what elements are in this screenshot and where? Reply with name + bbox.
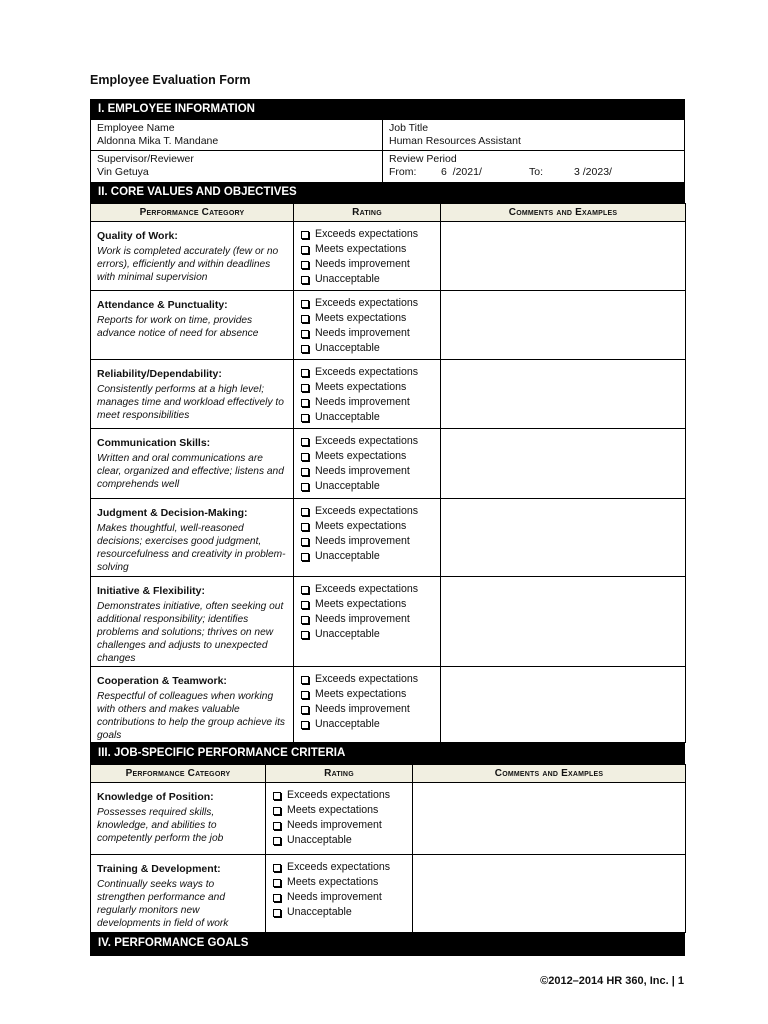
comments-header: Comments and Examples — [413, 765, 686, 783]
comments-cell[interactable] — [441, 360, 686, 429]
rating-option[interactable] — [301, 702, 440, 717]
checkbox-icon[interactable] — [301, 300, 309, 308]
rating-option-label: Exceeds expectations — [315, 228, 419, 240]
performance-category-cell — [91, 783, 266, 855]
checkbox-icon[interactable] — [301, 315, 309, 323]
evaluation-row — [91, 499, 686, 577]
rating-cell — [294, 577, 441, 667]
performance-category-cell — [91, 499, 294, 577]
rating-option-label: Meets expectations — [315, 312, 407, 324]
performance-category-cell — [91, 291, 294, 360]
section-job-specific-header: III. JOB-SPECIFIC PERFORMANCE CRITERIA — [90, 743, 685, 764]
rating-cell — [294, 499, 441, 577]
evaluation-row — [91, 429, 686, 499]
performance-category-header: Performance Category — [91, 204, 294, 222]
checkbox-icon[interactable] — [301, 691, 309, 699]
rating-option[interactable] — [273, 788, 412, 803]
evaluation-row — [91, 222, 686, 291]
checkbox-icon[interactable] — [301, 453, 309, 461]
rating-option-label: Meets expectations — [315, 450, 407, 462]
supervisor-cell[interactable] — [91, 151, 383, 182]
rating-option-label: Needs improvement — [315, 703, 410, 715]
section-performance-goals-header: IV. PERFORMANCE GOALS — [90, 933, 685, 954]
rating-option-label: Meets expectations — [315, 520, 407, 532]
category-title: Cooperation & Teamwork: — [97, 675, 227, 687]
job-title-label: Job Title — [389, 122, 429, 134]
rating-option-label: Unacceptable — [315, 273, 380, 285]
category-title: Quality of Work: — [97, 230, 178, 242]
checkbox-icon[interactable] — [301, 399, 309, 407]
rating-option-label: Meets expectations — [315, 598, 407, 610]
rating-option[interactable] — [301, 504, 440, 519]
to-value: 3 /2023/ — [574, 166, 612, 178]
evaluation-row — [91, 667, 686, 743]
rating-option[interactable] — [301, 311, 440, 326]
rating-option-label: Needs improvement — [315, 535, 410, 547]
rating-cell — [294, 360, 441, 429]
rating-option[interactable] — [273, 860, 412, 875]
rating-option-label: Needs improvement — [315, 465, 410, 477]
rating-option[interactable] — [301, 549, 440, 564]
evaluation-row — [91, 783, 686, 855]
rating-option[interactable] — [301, 717, 440, 732]
rating-option-label: Unacceptable — [315, 718, 380, 730]
comments-cell[interactable] — [413, 855, 686, 933]
rating-option-label: Unacceptable — [315, 480, 380, 492]
rating-option[interactable] — [301, 296, 440, 311]
info-row-name-title — [91, 120, 684, 151]
rating-option[interactable] — [301, 242, 440, 257]
checkbox-icon[interactable] — [301, 231, 309, 239]
checkbox-icon[interactable] — [301, 261, 309, 269]
rating-option-label: Exceeds expectations — [315, 505, 419, 517]
rating-option-label: Unacceptable — [287, 834, 352, 846]
category-title: Knowledge of Position: — [97, 791, 214, 803]
checkbox-icon[interactable] — [273, 864, 281, 872]
category-description: Demonstrates initiative, often seeking out additional responsibility; identifies problems and solutions; thrives on new challenges and adjusts to unexpected changes — [97, 601, 284, 664]
checkbox-icon[interactable] — [301, 345, 309, 353]
category-description: Work is completed accurately (few or no errors), efficiently and within deadlines with minimal supervision — [97, 246, 279, 283]
comments-cell[interactable] — [441, 222, 686, 291]
rating-option[interactable] — [301, 257, 440, 272]
rating-option-label: Unacceptable — [287, 906, 352, 918]
checkbox-icon[interactable] — [273, 909, 281, 917]
rating-option[interactable] — [301, 612, 440, 627]
rating-option-label: Exceeds expectations — [315, 297, 419, 309]
checkbox-icon[interactable] — [301, 438, 309, 446]
rating-option-label: Needs improvement — [315, 613, 410, 625]
performance-category-cell — [91, 360, 294, 429]
info-row-supervisor-period — [91, 151, 684, 182]
category-title: Judgment & Decision-Making: — [97, 507, 248, 519]
checkbox-icon[interactable] — [273, 822, 281, 830]
rating-option[interactable] — [301, 534, 440, 549]
performance-category-cell — [91, 855, 266, 933]
comments-cell[interactable] — [441, 499, 686, 577]
category-title: Initiative & Flexibility: — [97, 585, 205, 597]
category-description: Written and oral communications are clear, organized and effective; listens and comprehends well — [97, 453, 284, 490]
checkbox-icon[interactable] — [273, 837, 281, 845]
rating-option[interactable] — [273, 803, 412, 818]
rating-option-label: Unacceptable — [315, 550, 380, 562]
performance-category-cell — [91, 222, 294, 291]
supervisor-value: Vin Getuya — [97, 166, 149, 178]
job-title-cell[interactable] — [383, 120, 684, 150]
rating-option[interactable] — [301, 227, 440, 242]
evaluation-row — [91, 360, 686, 429]
rating-option-label: Exceeds expectations — [315, 366, 419, 378]
rating-option-label: Needs improvement — [315, 258, 410, 270]
checkbox-icon[interactable] — [273, 807, 281, 815]
rating-option-label: Unacceptable — [315, 342, 380, 354]
checkbox-icon[interactable] — [301, 586, 309, 594]
rating-option[interactable] — [301, 272, 440, 287]
rating-header: Rating — [266, 765, 413, 783]
checkbox-icon[interactable] — [301, 616, 309, 624]
performance-category-cell — [91, 667, 294, 743]
checkbox-icon[interactable] — [301, 369, 309, 377]
rating-option[interactable] — [301, 341, 440, 356]
checkbox-icon[interactable] — [273, 879, 281, 887]
rating-option[interactable] — [301, 410, 440, 425]
rating-option-label: Meets expectations — [287, 876, 379, 888]
comments-cell[interactable] — [413, 783, 686, 855]
rating-cell — [294, 291, 441, 360]
rating-option[interactable] — [273, 905, 412, 920]
rating-option[interactable] — [301, 464, 440, 479]
review-period-range — [389, 166, 678, 179]
rating-option-label: Exceeds expectations — [315, 673, 419, 685]
section-employee-information-header: I. EMPLOYEE INFORMATION — [90, 99, 685, 120]
rating-option[interactable] — [301, 434, 440, 449]
rating-cell — [266, 855, 413, 933]
to-label: To: — [529, 166, 544, 178]
rating-option[interactable] — [273, 875, 412, 890]
page-footer: ©2012–2014 HR 360, Inc. | 1 — [540, 975, 684, 987]
rating-option[interactable] — [301, 519, 440, 534]
rating-option[interactable] — [273, 818, 412, 833]
core-values-header-row — [91, 204, 686, 222]
rating-option[interactable] — [301, 672, 440, 687]
checkbox-icon[interactable] — [301, 523, 309, 531]
rating-cell — [294, 667, 441, 743]
category-description: Consistently performs at a high level; manages time and workload effectively to meet responsibilities — [97, 384, 284, 421]
performance-category-header: Performance Category — [91, 765, 266, 783]
checkbox-icon[interactable] — [301, 246, 309, 254]
review-period-label: Review Period — [389, 153, 457, 165]
from-label: From: — [389, 166, 417, 178]
category-description: Continually seeks ways to strengthen performance and regularly monitors new developments in field of work — [97, 879, 229, 929]
checkbox-icon[interactable] — [301, 276, 309, 284]
checkbox-icon[interactable] — [301, 384, 309, 392]
rating-option[interactable] — [301, 582, 440, 597]
employee-information-block — [90, 120, 685, 182]
category-description: Possesses required skills, knowledge, and abilities to competently perform the job — [97, 807, 224, 844]
evaluation-row — [91, 577, 686, 667]
from-value: 6 /2021/ — [441, 166, 482, 178]
performance-category-cell — [91, 577, 294, 667]
checkbox-icon[interactable] — [301, 414, 309, 422]
category-title: Reliability/Dependability: — [97, 368, 222, 380]
core-values-table — [90, 203, 686, 743]
rating-option-label: Needs improvement — [287, 819, 382, 831]
comments-cell[interactable] — [441, 429, 686, 499]
page-bottom-rule — [90, 954, 685, 956]
checkbox-icon[interactable] — [301, 330, 309, 338]
comments-cell[interactable] — [441, 577, 686, 667]
job-specific-header-row — [91, 765, 686, 783]
checkbox-icon[interactable] — [301, 538, 309, 546]
checkbox-icon[interactable] — [273, 792, 281, 800]
section-core-values-header: II. CORE VALUES AND OBJECTIVES — [90, 182, 685, 203]
rating-option-label: Meets expectations — [315, 688, 407, 700]
rating-option[interactable] — [301, 326, 440, 341]
job-specific-table — [90, 764, 686, 933]
employee-name-label: Employee Name — [97, 122, 175, 134]
rating-option[interactable] — [301, 479, 440, 494]
comments-cell[interactable] — [441, 667, 686, 743]
document-title: Employee Evaluation Form — [90, 73, 251, 87]
rating-cell — [266, 783, 413, 855]
checkbox-icon[interactable] — [301, 631, 309, 639]
category-description: Reports for work on time, provides advance notice of need for absence — [97, 315, 259, 339]
checkbox-icon[interactable] — [301, 601, 309, 609]
evaluation-row — [91, 291, 686, 360]
checkbox-icon[interactable] — [301, 706, 309, 714]
performance-category-cell — [91, 429, 294, 499]
rating-cell — [294, 222, 441, 291]
rating-option-label: Exceeds expectations — [315, 435, 419, 447]
checkbox-icon[interactable] — [301, 508, 309, 516]
rating-option[interactable] — [301, 597, 440, 612]
rating-header: Rating — [294, 204, 441, 222]
rating-option-label: Needs improvement — [315, 327, 410, 339]
rating-cell — [294, 429, 441, 499]
rating-option-label: Meets expectations — [315, 243, 407, 255]
job-title-value: Human Resources Assistant — [389, 135, 521, 147]
checkbox-icon[interactable] — [301, 483, 309, 491]
checkbox-icon[interactable] — [301, 553, 309, 561]
employee-name-value: Aldonna Mika T. Mandane — [97, 135, 219, 147]
category-description: Respectful of colleagues when working with others and makes valuable contributions to help the group achieve its goals — [97, 691, 286, 741]
checkbox-icon[interactable] — [301, 468, 309, 476]
rating-option[interactable] — [301, 380, 440, 395]
category-description: Makes thoughtful, well-reasoned decisions; exercises good judgment, resourcefulness and creativity in problem-solving — [97, 523, 286, 573]
supervisor-label: Supervisor/Reviewer — [97, 153, 194, 165]
rating-option-label: Needs improvement — [287, 891, 382, 903]
rating-option[interactable] — [301, 365, 440, 380]
rating-option[interactable] — [301, 687, 440, 702]
checkbox-icon[interactable] — [301, 676, 309, 684]
category-title: Training & Development: — [97, 863, 221, 875]
category-title: Attendance & Punctuality: — [97, 299, 228, 311]
review-period-cell[interactable] — [383, 151, 684, 182]
rating-option[interactable] — [301, 449, 440, 464]
rating-option[interactable] — [273, 833, 412, 848]
rating-option-label: Exceeds expectations — [315, 583, 419, 595]
checkbox-icon[interactable] — [301, 721, 309, 729]
rating-option-label: Exceeds expectations — [287, 789, 391, 801]
comments-cell[interactable] — [441, 291, 686, 360]
rating-option[interactable] — [301, 627, 440, 642]
rating-option-label: Exceeds expectations — [287, 861, 391, 873]
category-title: Communication Skills: — [97, 437, 211, 449]
rating-option-label: Unacceptable — [315, 411, 380, 423]
rating-option-label: Meets expectations — [315, 381, 407, 393]
checkbox-icon[interactable] — [273, 894, 281, 902]
comments-header: Comments and Examples — [441, 204, 686, 222]
rating-option-label: Meets expectations — [287, 804, 379, 816]
rating-option-label: Unacceptable — [315, 628, 380, 640]
rating-option[interactable] — [301, 395, 440, 410]
employee-name-cell[interactable] — [91, 120, 383, 150]
evaluation-row — [91, 855, 686, 933]
rating-option[interactable] — [273, 890, 412, 905]
rating-option-label: Needs improvement — [315, 396, 410, 408]
